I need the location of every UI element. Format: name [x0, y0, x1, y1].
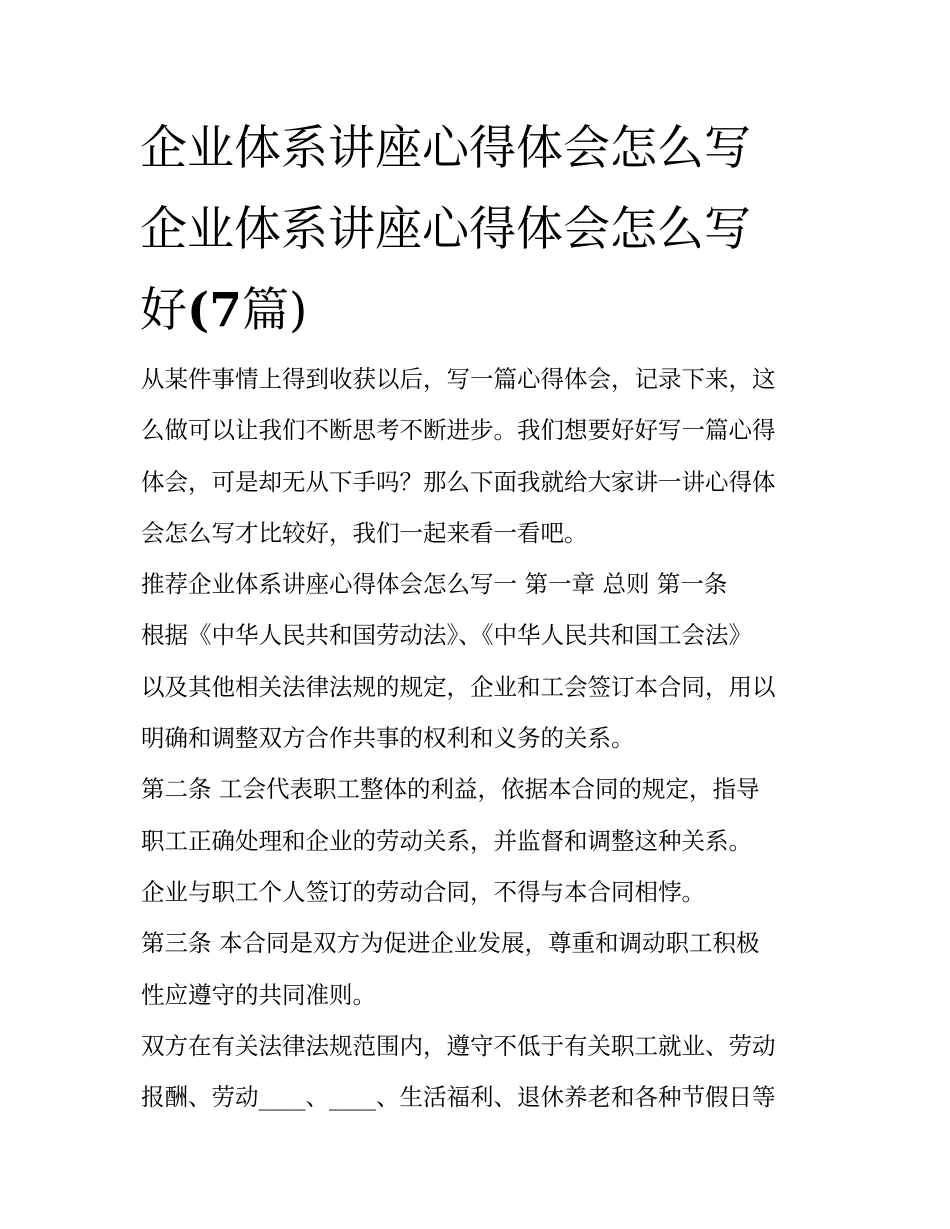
body-line: 性应遵守的共同准则。: [141, 980, 376, 1009]
body-line: 体会，可是却无从下手吗？那么下面我就给大家讲一讲心得体: [141, 467, 776, 496]
body-line: 么做可以让我们不断思考不断进步。我们想要好好写一篇心得: [141, 416, 776, 445]
title-line-3: [140, 270, 820, 351]
body-line: 以及其他相关法律法规的规定，企业和工会签订本合同，用以: [141, 672, 776, 701]
body-line: 推荐企业体系讲座心得体会怎么写一 第一章 总则 第一条: [141, 570, 728, 599]
title-line-1: 企业体系讲座心得体会怎么写: [140, 121, 751, 176]
body-line: 明确和调整双方合作共事的权利和义务的关系。: [141, 724, 635, 753]
body-line: 职工正确处理和企业的劳动关系，并监督和调整这种关系。: [141, 826, 752, 855]
body-line: 报酬、劳动____、____、生活福利、退休养老和各种节假日等: [141, 1083, 776, 1112]
title-line-3-suffix: 篇): [241, 283, 308, 338]
body-line: 企业与职工个人签订的劳动合同，不得与本合同相悖。: [141, 877, 705, 906]
body-line: 会怎么写才比较好，我们一起来看一看吧。: [141, 518, 588, 547]
body-line: 双方在有关法律法规范围内，遵守不低于有关职工就业、劳动: [141, 1031, 776, 1060]
title-line-2: 企业体系讲座心得体会怎么写: [140, 202, 751, 257]
title-line-3-number: (7: [187, 283, 242, 338]
body-line: 第二条 工会代表职工整体的利益，依据本合同的规定，指导: [141, 775, 760, 804]
document-body: [141, 354, 821, 1123]
title-line-3-prefix: 好: [140, 283, 187, 338]
body-line: 根据《中华人民共和国劳动法》、《中华人民共和国工会法》: [141, 621, 752, 650]
body-line: 从某件事情上得到收获以后，写一篇心得体会，记录下来，这: [141, 365, 776, 393]
body-line: 第三条 本合同是双方为促进企业发展，尊重和调动职工积极: [141, 929, 760, 958]
document-title: [140, 108, 820, 351]
